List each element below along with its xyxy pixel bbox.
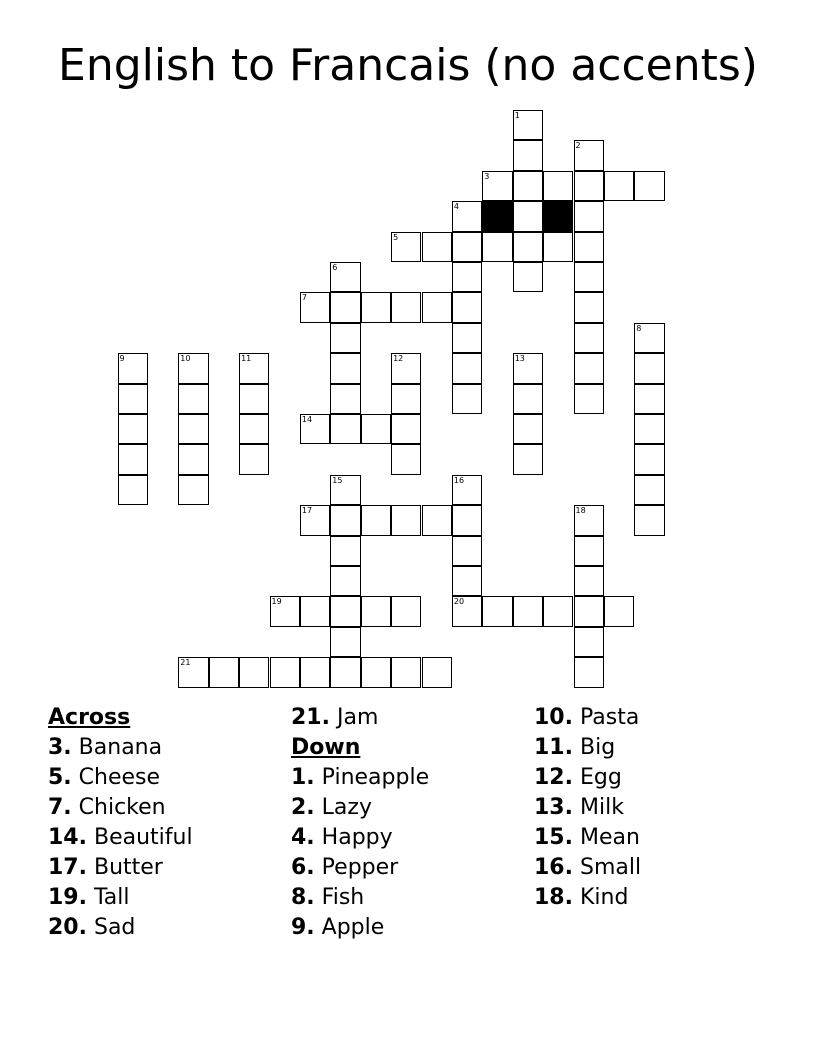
grid-cell[interactable] [513,262,543,292]
clue-item-text: Lazy [321,795,372,820]
clue-item-number: 11. [534,735,573,760]
clue-item-number: 1. [291,765,315,790]
grid-cell[interactable] [239,353,269,383]
grid-cell[interactable] [330,414,360,444]
grid-cell[interactable] [543,171,573,201]
grid-cell[interactable] [422,232,452,262]
grid-cell[interactable] [452,262,482,292]
grid-cell[interactable] [482,596,512,626]
grid-cell[interactable] [452,323,482,353]
grid-cell[interactable] [391,292,421,322]
grid-cell[interactable] [330,475,360,505]
clue-item [534,703,641,733]
clue-section-heading: Down [291,735,361,760]
grid-cell[interactable] [422,657,452,687]
grid-cell[interactable] [300,505,330,535]
grid-cell[interactable] [574,262,604,292]
grid-cell[interactable] [574,353,604,383]
grid-cell[interactable] [330,596,360,626]
grid-cell[interactable] [391,414,421,444]
clue-number: 20 [453,597,465,607]
clue-item-number: 21. [291,705,330,730]
grid-cell[interactable] [270,657,300,687]
clue-item [534,823,641,853]
grid-cell[interactable] [330,262,360,292]
clue-item [291,883,429,913]
grid-cell[interactable] [513,201,543,231]
grid-cell[interactable] [634,323,664,353]
clue-item-text: Jam [336,705,379,730]
grid-cell[interactable] [178,657,208,687]
clue-item-text: Kind [579,885,629,910]
grid-cell[interactable] [513,414,543,444]
clue-number: 15 [332,475,343,485]
clue-item-number: 7. [48,795,72,820]
clue-item [534,853,641,883]
grid-cell[interactable] [574,171,604,201]
grid-cell[interactable] [422,292,452,322]
grid-cell[interactable] [513,384,543,414]
clue-item [291,763,429,793]
clue-item [534,793,641,823]
grid-cell[interactable] [574,292,604,322]
grid-cell[interactable] [574,505,604,535]
clue-number: 19 [271,597,282,607]
clue-number: 2 [575,141,581,151]
clue-item [534,733,641,763]
clue-item [48,913,193,943]
grid-cell[interactable] [634,414,664,444]
grid-cell[interactable] [330,384,360,414]
clue-item-text: Pasta [579,705,640,730]
clue-column-1 [48,703,193,943]
grid-cell[interactable] [574,384,604,414]
grid-cell[interactable] [452,475,482,505]
grid-cell[interactable] [513,140,543,170]
clue-column-2 [291,703,429,943]
grid-cell[interactable] [391,505,421,535]
grid-cell[interactable] [513,444,543,474]
grid-cell[interactable] [118,384,148,414]
clue-item-number: 10. [534,705,573,730]
grid-cell[interactable] [513,232,543,262]
clue-item-text: Happy [321,825,393,850]
grid-cell[interactable] [361,414,391,444]
grid-cell[interactable] [330,627,360,657]
grid-cell[interactable] [178,414,208,444]
clue-item-number: 6. [291,855,315,880]
grid-cell[interactable] [270,596,300,626]
grid-cell[interactable] [543,232,573,262]
clue-number: 16 [453,475,465,485]
clue-column-3 [534,703,641,913]
clue-item-text: Apple [321,915,385,940]
clue-number: 5 [393,232,399,242]
clue-item-text: Mean [579,825,640,850]
clue-item-text: Banana [78,735,163,760]
clue-number: 6 [332,263,338,272]
clue-item-number: 19. [48,885,87,910]
grid-cell[interactable] [330,505,360,535]
clue-number: 10 [180,354,191,364]
clue-number: 7 [301,293,307,303]
grid-cell[interactable] [178,384,208,414]
grid-cell[interactable] [300,657,330,687]
grid-cell[interactable] [361,292,391,322]
clue-item-number: 20. [48,915,87,940]
grid-cell[interactable] [513,596,543,626]
clue-section-heading: Across [48,705,131,730]
clue-item-number: 12. [534,765,573,790]
clue-item-text: Pepper [321,855,399,880]
clue-item-text: Butter [93,855,163,880]
grid-cell[interactable] [452,292,482,322]
clue-item-text: Sad [93,915,136,940]
clue-number: 21 [180,658,191,668]
grid-cell[interactable] [452,596,482,626]
grid-cell[interactable] [300,292,330,322]
clue-item-number: 4. [291,825,315,850]
grid-cell[interactable] [574,201,604,231]
grid-cell[interactable] [239,414,269,444]
clue-item [48,853,193,883]
grid-cell[interactable] [634,505,664,535]
clue-number: 1 [514,111,520,120]
grid-cell[interactable] [604,596,634,626]
grid-cell[interactable] [239,657,269,687]
grid-cell[interactable] [452,353,482,383]
grid-cell[interactable] [482,232,512,262]
grid-cell[interactable] [391,596,421,626]
clue-number: 11 [241,354,252,364]
clue-item-number: 13. [534,795,573,820]
grid-cell[interactable] [391,353,421,383]
clue-number: 9 [119,354,125,364]
grid-cell[interactable] [452,201,482,231]
clue-item-text: Beautiful [93,825,193,850]
clue-item [291,823,429,853]
grid-cell[interactable] [330,292,360,322]
grid-cell[interactable] [361,657,391,687]
clue-item [48,823,193,853]
grid-cell[interactable] [634,353,664,383]
grid-cell[interactable] [209,657,239,687]
grid-cell[interactable] [452,536,482,566]
clue-number: 18 [575,506,586,516]
clue-item-number: 17. [48,855,87,880]
clue-item-text: Pineapple [321,765,430,790]
grid-cell[interactable] [300,414,330,444]
grid-cell[interactable] [452,384,482,414]
grid-cell[interactable] [391,657,421,687]
grid-cell[interactable] [391,232,421,262]
clue-item [534,883,641,913]
grid-cell[interactable] [574,596,604,626]
grid-cell[interactable] [634,171,664,201]
page-title: English to Francais (no accents) [58,40,758,91]
clue-number: 4 [453,202,459,212]
clue-item [291,703,429,733]
grid-cell[interactable] [513,110,543,140]
clue-item [48,733,193,763]
clue-item-number: 5. [48,765,72,790]
grid-cell[interactable] [452,232,482,262]
grid-cell[interactable] [118,475,148,505]
grid-cell[interactable] [178,444,208,474]
clue-number: 3 [484,171,490,181]
grid-cell[interactable] [361,505,391,535]
grid-cell[interactable] [118,444,148,474]
grid-cell[interactable] [118,353,148,383]
clue-item [48,763,193,793]
grid-cell[interactable] [604,171,634,201]
grid-cell[interactable] [452,566,482,596]
grid-cell[interactable] [574,566,604,596]
clue-number: 8 [636,323,642,333]
clue-item-text: Big [579,735,616,760]
grid-cell[interactable] [118,414,148,444]
clue-item-text: Tall [93,885,130,910]
clue-item-text: Cheese [78,765,161,790]
clue-item-number: 18. [534,885,573,910]
clue-item [48,883,193,913]
grid-cell[interactable] [513,171,543,201]
grid-cell[interactable] [422,505,452,535]
grid-cell[interactable] [239,444,269,474]
grid-cell[interactable] [574,657,604,687]
grid-cell[interactable] [574,140,604,170]
clue-item [291,913,429,943]
clue-item-number: 8. [291,885,315,910]
clue-item [534,763,641,793]
clue-item-number: 2. [291,795,315,820]
clue-item-text: Milk [579,795,624,820]
clue-item-number: 9. [291,915,315,940]
grid-cell[interactable] [178,475,208,505]
grid-cell[interactable] [543,596,573,626]
grid-cell[interactable] [300,596,330,626]
grid-cell[interactable] [361,596,391,626]
clue-item [48,793,193,823]
grid-cell[interactable] [239,384,269,414]
grid-cell[interactable] [513,353,543,383]
grid-cell[interactable] [330,353,360,383]
clue-number: 13 [514,354,525,364]
clue-number: 14 [301,415,313,424]
grid-cell[interactable] [482,171,512,201]
grid-cell[interactable] [574,627,604,657]
grid-cell[interactable] [574,232,604,262]
clue-item-text: Egg [579,765,622,790]
grid-cell[interactable] [178,353,208,383]
grid-cell[interactable] [330,657,360,687]
clue-item-text: Chicken [78,795,166,820]
grid-cell-blocked [482,201,512,231]
grid-cell[interactable] [574,323,604,353]
clue-item-number: 3. [48,735,72,760]
grid-cell[interactable] [574,536,604,566]
clue-number: 12 [393,354,404,364]
clue-item-text: Fish [321,885,365,910]
grid-cell[interactable] [391,444,421,474]
clue-number: 17 [301,506,313,516]
grid-cell[interactable] [330,536,360,566]
grid-cell[interactable] [330,566,360,596]
grid-cell[interactable] [634,475,664,505]
grid-cell[interactable] [634,384,664,414]
grid-cell[interactable] [330,323,360,353]
clue-item-number: 16. [534,855,573,880]
clue-item-number: 15. [534,825,573,850]
grid-cell[interactable] [452,505,482,535]
clue-item-number: 14. [48,825,87,850]
grid-cell[interactable] [391,384,421,414]
clue-item [291,793,429,823]
clue-item [291,853,429,883]
clue-item-text: Small [579,855,642,880]
grid-cell-blocked [543,201,573,231]
grid-cell[interactable] [634,444,664,474]
